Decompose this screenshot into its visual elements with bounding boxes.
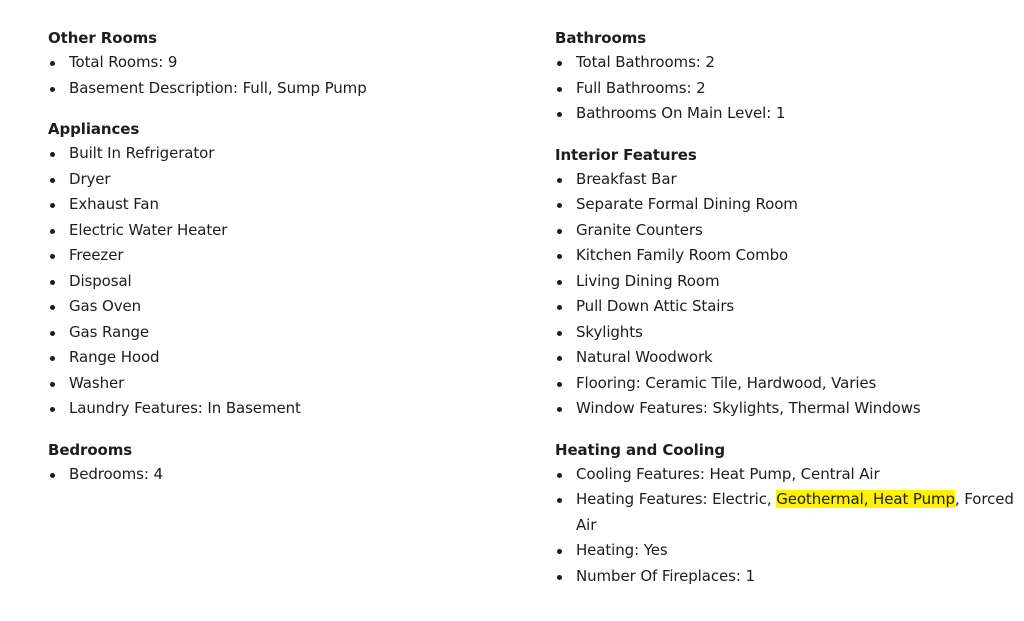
bathrooms-list (555, 50, 1015, 127)
section-title-heating-cooling: Heating and Cooling (555, 440, 725, 459)
left-column (48, 28, 508, 505)
list-item: Cooling Features: Heat Pump, Central Air (555, 462, 1015, 488)
appliances-list (48, 141, 508, 422)
section-interior-features (555, 145, 1015, 422)
section-appliances (48, 119, 508, 422)
list-item: Full Bathrooms: 2 (555, 76, 1015, 102)
list-item: Laundry Features: In Basement (48, 396, 508, 422)
section-title-other-rooms: Other Rooms (48, 29, 158, 47)
list-item: Natural Woodwork (555, 345, 1015, 371)
list-item: Flooring: Ceramic Tile, Hardwood, Varies (555, 371, 1015, 397)
list-item: Basement Description: Full, Sump Pump (48, 76, 508, 102)
bedrooms-list (48, 462, 508, 488)
section-title-appliances: Appliances (48, 120, 140, 138)
list-item: Window Features: Skylights, Thermal Windows (555, 396, 1015, 422)
heating-cooling-list (555, 462, 1015, 590)
section-title-bedrooms: Bedrooms (48, 440, 133, 459)
list-item: Gas Range (48, 320, 508, 346)
list-item: Separate Formal Dining Room (555, 192, 1015, 218)
list-item: Total Bathrooms: 2 (555, 50, 1015, 76)
list-item: Granite Counters (555, 218, 1015, 244)
list-item: Bathrooms On Main Level: 1 (555, 101, 1015, 127)
interior-features-list (555, 167, 1015, 422)
list-item: Range Hood (48, 345, 508, 371)
heating-features-prefix: Heating Features: Electric, (576, 490, 777, 508)
list-item-heating-features (555, 487, 1015, 538)
list-item: Heating: Yes (555, 538, 1015, 564)
section-bathrooms (555, 28, 1015, 127)
list-item: Kitchen Family Room Combo (555, 243, 1015, 269)
list-item: Exhaust Fan (48, 192, 508, 218)
list-item: Number Of Fireplaces: 1 (555, 564, 1015, 590)
list-item: Pull Down Attic Stairs (555, 294, 1015, 320)
list-item: Gas Oven (48, 294, 508, 320)
section-heating-cooling (555, 440, 1015, 590)
list-item: Washer (48, 371, 508, 397)
other-rooms-list (48, 50, 508, 101)
section-other-rooms (48, 28, 508, 101)
highlighted-text: Geothermal, Heat Pump (776, 490, 955, 508)
list-item: Breakfast Bar (555, 167, 1015, 193)
list-item: Freezer (48, 243, 508, 269)
list-item: Bedrooms: 4 (48, 462, 508, 488)
list-item: Total Rooms: 9 (48, 50, 508, 76)
section-title-bathrooms: Bathrooms (555, 29, 647, 47)
list-item: Disposal (48, 269, 508, 295)
right-column (555, 28, 1015, 607)
list-item: Dryer (48, 167, 508, 193)
section-title-interior-features: Interior Features (555, 145, 697, 164)
list-item: Built In Refrigerator (48, 141, 508, 167)
list-item: Skylights (555, 320, 1015, 346)
heating-features-suffix: , Forced Air (576, 490, 1014, 534)
section-bedrooms (48, 440, 508, 488)
list-item: Living Dining Room (555, 269, 1015, 295)
list-item: Electric Water Heater (48, 218, 508, 244)
